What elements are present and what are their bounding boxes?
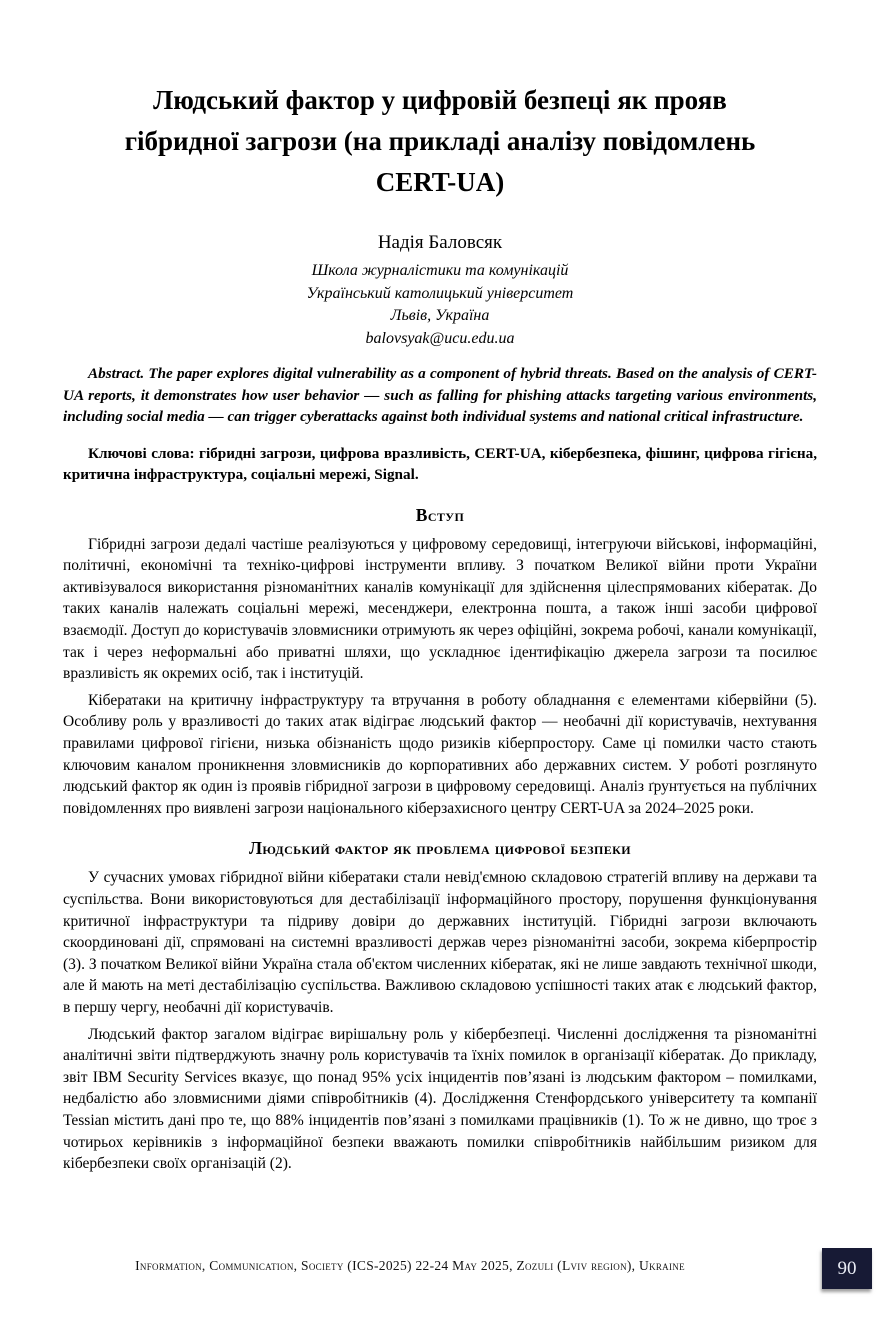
affiliation-university: Український католицький університет [306,284,574,302]
affiliation-block [63,260,817,350]
human-factor-paragraph-2: Людський фактор загалом відіграє вирішальну роль у кібербезпеці. Численні дослідження та різноманітні аналітичні звіти підтверджують значну роль користувачів та їхніх помилок в організації кібератак. До прикладу, звіт IBM Security Services вказує, що понад 95% усіх інцидентів пов’язані із людським фактором – помилками, недбалістю або зловмисними діями співробітників (4). Дослідження Стенфордського університету та компанії Tessian містить дані про те, що 88% інцидентів пов’язані з помилками працівників (1). То ж не дивно, що троє з чотирьох керівників з інформаційної безпеки вважають помилки співробітників найбільшим ризиком для кібербезпеки своїх організацій (2). [63,1025,817,1173]
author-name: Надія Баловсяк [377,232,503,253]
paper-page [0,80,876,1320]
paper-content [0,80,876,1175]
section-heading-intro: Вступ [415,504,465,525]
section-heading-human-factor: Людський фактор як проблема цифрової безпеки [248,838,631,859]
page-number: 90 [837,1257,857,1279]
page-footer [0,1248,876,1294]
intro-paragraph-2: Кібератаки на критичну інфраструктуру та втручання в роботу обладнання є елементами кібервійни (5). Особливу роль у вразливості до таких атак відіграє людський фактор — необачні дії користувачів, нехтування правилами цифрової гігієни, низька обізнаність щодо ризиків кіберпростору. Саме ці помилки часто стають ключовим каналом проникнення зловмисників до корпоративних або державних систем. У роботі розглянуто людський фактор як один із проявів гібридної загрози в цифровому середовищі. Аналіз ґрунтується на публічних повідомленнях про виявлені загрози національного кіберзахисного центру CERT-UA за 2024–2025 роки. [63,691,817,817]
conference-footer-text: Information, Communication, Society (ICS-2025) 22-24 May 2025, Zozuli (Lviv region), Ukraine [135,1258,685,1273]
affiliation-school: Школа журналістики та комунікацій [311,262,569,279]
keywords-paragraph: Ключові слова: гібридні загрози, цифрова вразливість, CERT-UA, кібербезпека, фішинг, цифрова гігієна, критична інфраструктура, соціальні мережі, Signal. [63,444,817,484]
page-number-badge [822,1248,872,1289]
affiliation-city: Львів, Україна [390,307,490,324]
page-title: Людський фактор у цифровій безпеці як прояв гібридної загрози (на прикладі аналізу повідомлень CERT-UA) [124,85,756,197]
author-email: balovsyak@ucu.edu.ua [365,329,515,347]
intro-paragraph-1: Гібридні загрози дедалі частіше реалізуються у цифровому середовищі, інтегруючи військові, інформаційні, політичні, економічні та техніко-цифрові інструменти впливу. З початком Великої війни проти України активізувалося використання різноманітних каналів комунікації для здійснення цілеспрямованих кібератак. До таких каналів належать соціальні мережі, месенджери, електронна пошта, а також інші засоби цифрової взаємодії. Доступ до користувачів зловмисники отримують як через офіційні, зокрема робочі, канали комунікації, так і через неформальні або приватні шляхи, що ускладнює ідентифікацію джерела загрози та посилює вразливість як окремих осіб, так і інституцій. [63,535,817,683]
human-factor-paragraph-1: У сучасних умовах гібридної війни кібератаки стали невід'ємною складовою стратегій впливу на держави та суспільства. Вони використовуються для дестабілізації інформаційного простору, порушення функціонування критичної інфраструктури та підриву довіри до державних інституцій. Гібридні загрози включають скоординовані дії, спрямовані на системні вразливості держав через різноманітні засоби, зокрема кіберпростір (3). З початком Великої війни Україна стала об'єктом численних кібератак, які не лише завдають технічної шкоди, але й мають на меті дестабілізацію суспільства. Важливою складовою успішності таких атак є людський фактор, в першу чергу, необачні дії користувачів. [63,869,817,1016]
abstract-paragraph: Abstract. The paper explores digital vulnerability as a component of hybrid threats. Based on the analysis of CERT-UA reports, it demonstrates how user behavior — such as falling for phishing attacks targeting various environments, including social media — can trigger cyberattacks against both individual systems and national critical infrastructure. [63,365,817,425]
